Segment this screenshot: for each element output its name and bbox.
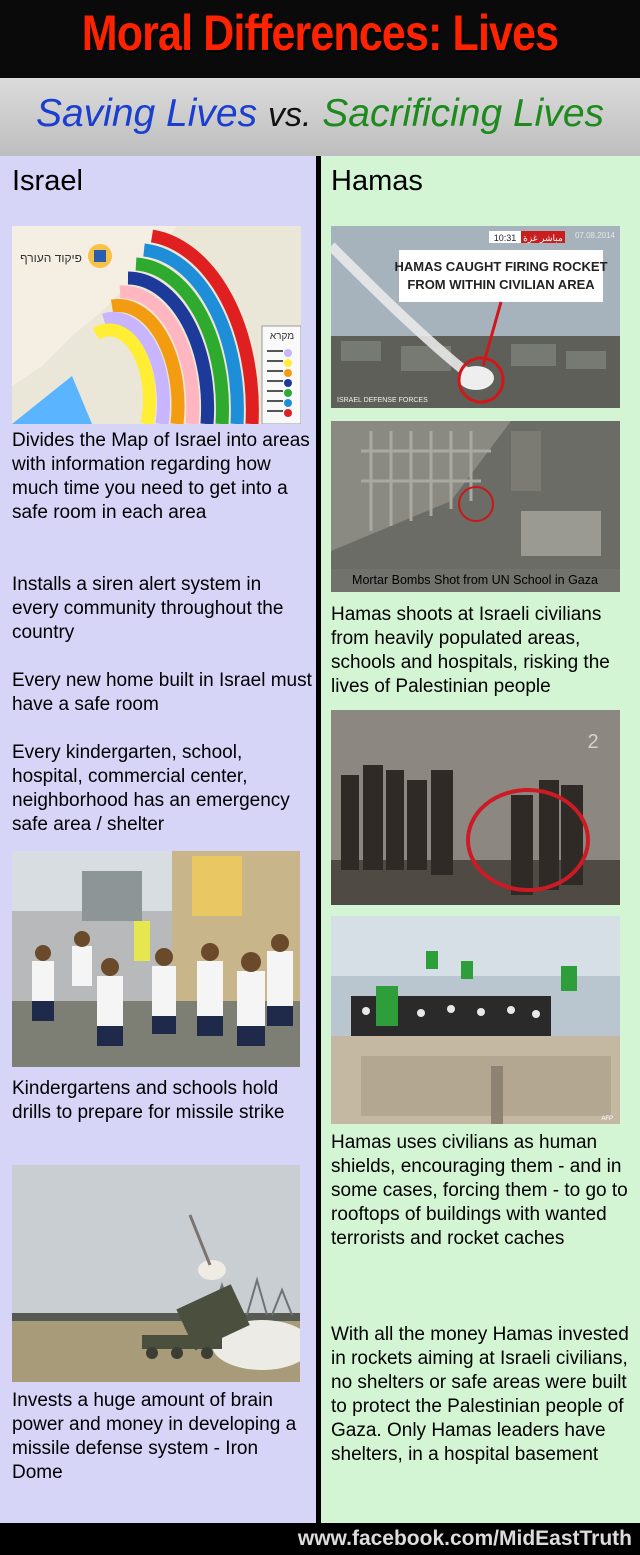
safe-room-text: Every new home built in Israel must have a safe room bbox=[12, 670, 312, 715]
rocket-launch-photo-graphic bbox=[331, 226, 620, 408]
rocket-clock: 10:31 bbox=[493, 233, 517, 243]
no-shelters-text: With all the money Hamas invested in rockets aiming at Israeli civilians, no shelters or safe areas were built to protect the Palestinian people of Gaza. Only Hamas leaders have shelters, in a hospital basement bbox=[331, 1324, 629, 1465]
human-shield-video-still bbox=[331, 710, 620, 905]
human-shields-text: Hamas uses civilians as human shields, encouraging them - and in some cases, forcing them - to go to rooftops of buildings with wanted terrorists and rocket caches bbox=[331, 1132, 628, 1249]
mortar-caption: Mortar Bombs Shot from UN School in Gaza bbox=[352, 573, 598, 587]
home-front-command-label: פיקוד העורף bbox=[20, 251, 82, 265]
map-caption: Divides the Map of Israel into areas with information regarding how much time you need to get into a safe room in each area bbox=[12, 430, 310, 523]
rocket-launch-photo bbox=[331, 226, 620, 408]
shelter-text: Every kindergarten, school, hospital, commercial center, neighborhood has an emergency safe area / shelter bbox=[12, 742, 290, 835]
drills-caption: Kindergartens and schools hold drills to prepare for missile strike bbox=[12, 1078, 285, 1123]
subtitle-vs: vs. bbox=[267, 96, 312, 134]
subtitle-sacrificing-lives: Sacrificing Lives bbox=[322, 92, 605, 135]
rocket-channel: مباشر غزة bbox=[523, 233, 563, 243]
school-drill-photo bbox=[12, 851, 300, 1067]
alert-zone-map-graphic bbox=[12, 226, 301, 424]
israel-alert-zone-map bbox=[12, 226, 301, 424]
video-number: 2 bbox=[587, 731, 599, 753]
un-school-mortar-photo bbox=[331, 421, 620, 592]
iron-dome-photo-graphic bbox=[12, 1165, 300, 1382]
page-title: Moral Differences: Lives bbox=[81, 5, 559, 61]
un-school-mortar-photo-graphic bbox=[331, 421, 620, 592]
facebook-link[interactable]: www.facebook.com/MidEastTruth bbox=[297, 1527, 632, 1550]
rocket-banner-line1: HAMAS CAUGHT FIRING ROCKET bbox=[394, 259, 608, 274]
shoots-text: Hamas shoots at Israeli civilians from heavily populated areas, schools and hospitals, risking the lives of Palestinian people bbox=[331, 604, 610, 697]
map-legend-title: מקרא bbox=[269, 331, 295, 342]
iron-dome-caption: Invests a huge amount of brain power and money in developing a missile defense system - Iron Dome bbox=[12, 1390, 297, 1483]
subtitle bbox=[0, 92, 640, 136]
hamas-heading: Hamas bbox=[331, 165, 423, 197]
rocket-watermark: ISRAEL DEFENSE FORCES bbox=[337, 397, 428, 404]
israel-heading: Israel bbox=[12, 165, 83, 197]
rooftop-crowd-photo-graphic bbox=[331, 916, 620, 1124]
iron-dome-photo bbox=[12, 1165, 300, 1382]
subtitle-saving-lives: Saving Lives bbox=[35, 92, 258, 135]
rocket-banner-line2: FROM WITHIN CIVILIAN AREA bbox=[407, 277, 595, 292]
siren-text: Installs a siren alert system in every community throughout the country bbox=[12, 574, 284, 643]
rooftop-photo-credit: AFP bbox=[601, 1116, 613, 1122]
rocket-date: 07.08.2014 bbox=[574, 231, 615, 240]
human-shield-video-still-graphic bbox=[331, 710, 620, 905]
rooftop-crowd-photo bbox=[331, 916, 620, 1124]
school-drill-photo-graphic bbox=[12, 851, 300, 1067]
